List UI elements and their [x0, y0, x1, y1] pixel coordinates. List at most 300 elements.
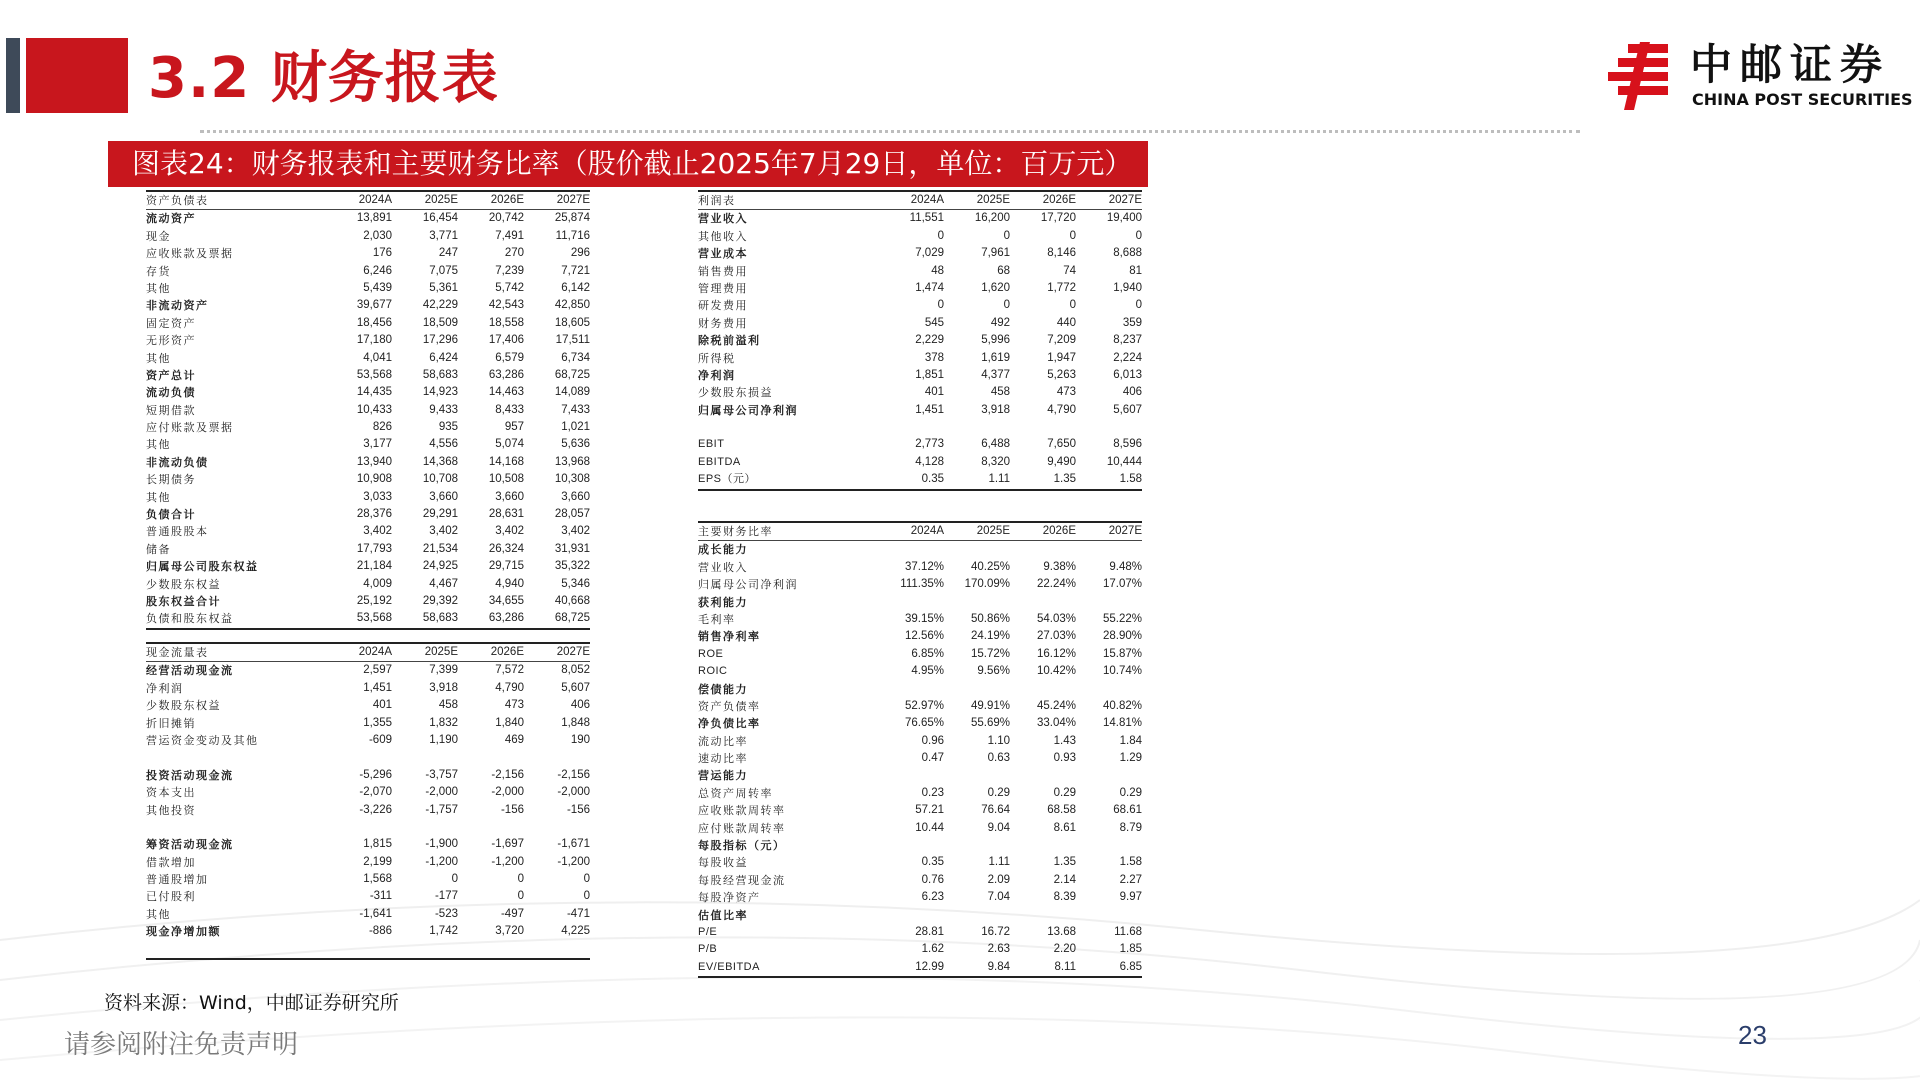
value-cell: 10,444 [1106, 455, 1142, 468]
row-label: 管理费用 [698, 281, 748, 295]
table-row [146, 662, 590, 679]
value-cell: 9.56% [977, 665, 1010, 678]
table-row [698, 628, 1142, 645]
year-header-cell: 2027E [1108, 525, 1142, 537]
table-title-cell: 资产负债表 [146, 194, 209, 207]
value-cell: 0 [583, 873, 590, 886]
row-label: 借款增加 [146, 855, 196, 869]
table-row [698, 698, 1142, 715]
row-label: 研发费用 [698, 299, 748, 313]
value-cell: 40,668 [554, 594, 590, 607]
value-cell: 8,237 [1113, 334, 1142, 347]
value-cell: 7,029 [915, 247, 944, 260]
value-cell: 68.58 [1047, 804, 1076, 817]
row-label: 流动比率 [698, 734, 748, 748]
disclaimer-link[interactable]: 请参阅附注免责声明 [64, 1030, 299, 1060]
value-cell: 8,320 [981, 455, 1010, 468]
value-cell: 7.04 [987, 891, 1010, 904]
value-cell: 1,620 [981, 281, 1010, 294]
table-row [698, 924, 1142, 941]
value-cell: 5,439 [363, 281, 392, 294]
row-label: 短期借款 [146, 403, 196, 417]
value-cell: 17,511 [555, 334, 590, 347]
value-cell: 0 [451, 873, 458, 886]
value-cell: 1,815 [363, 838, 392, 851]
year-header-cell: 2024A [358, 194, 392, 206]
value-cell: 2,229 [915, 334, 944, 347]
value-cell: 17,793 [356, 542, 392, 555]
value-cell: 14,463 [488, 386, 524, 399]
table-row [146, 541, 590, 558]
row-label: 营业收入 [698, 560, 748, 574]
table-row [146, 506, 590, 523]
row-label: 其他 [146, 490, 171, 504]
row-label: 资产总计 [146, 368, 196, 382]
table-row [698, 715, 1142, 732]
value-cell: 1,851 [915, 368, 944, 381]
value-cell: 9.04 [987, 821, 1010, 834]
value-cell: 16.72 [981, 925, 1010, 938]
value-cell: 10,433 [356, 403, 392, 416]
value-cell: 1,742 [429, 925, 458, 938]
value-cell: 9.84 [987, 960, 1010, 973]
value-cell: 0.35 [921, 473, 944, 486]
table-row [698, 646, 1142, 663]
table-row [698, 767, 1142, 784]
row-label: 筹资活动现金流 [146, 838, 234, 852]
value-cell: -609 [368, 733, 392, 746]
value-cell: 25,874 [554, 212, 590, 225]
value-cell: 3,402 [561, 525, 590, 538]
value-cell: 58,683 [422, 368, 458, 381]
value-cell [392, 941, 458, 958]
value-cell: 0 [517, 873, 524, 886]
row-label [146, 819, 326, 836]
value-cell: 2,030 [363, 229, 392, 242]
value-cell: 27.03% [1036, 630, 1076, 643]
value-cell [458, 819, 524, 836]
value-cell: 53,568 [356, 368, 392, 381]
year-header-cell: 2025E [976, 525, 1010, 537]
value-cell [878, 681, 944, 698]
value-cell: -156 [500, 803, 524, 816]
row-label: 其他 [146, 438, 171, 452]
value-cell: 458 [438, 699, 458, 712]
value-cell: 4,790 [495, 681, 524, 694]
value-cell: 1,832 [429, 716, 458, 729]
value-cell: -1,200 [425, 855, 458, 868]
table-row [146, 402, 590, 419]
value-cell: 0 [1003, 299, 1010, 312]
value-cell [392, 819, 458, 836]
row-label: 归属母公司股东权益 [146, 560, 259, 574]
year-header-cell: 2026E [1042, 525, 1076, 537]
row-label: 估值比率 [698, 908, 748, 922]
table-row [146, 680, 590, 697]
value-cell: 0.93 [1053, 752, 1076, 765]
value-cell: 16,200 [974, 212, 1010, 225]
year-header-cell: 2026E [1042, 194, 1076, 206]
value-cell: 16,454 [422, 212, 458, 225]
table-row [146, 297, 590, 314]
value-cell [1076, 907, 1142, 924]
value-cell: 2.20 [1053, 943, 1076, 956]
table-row [146, 697, 590, 714]
value-cell: 20,742 [488, 212, 524, 225]
table-row [146, 941, 590, 960]
value-cell [326, 749, 392, 766]
value-cell: 14,168 [488, 455, 524, 468]
income-statement-table [698, 190, 1142, 491]
year-header-cell: 2024A [358, 646, 392, 658]
value-cell: 458 [990, 386, 1010, 399]
value-cell: 40.82% [1102, 699, 1142, 712]
table-header-row [698, 190, 1142, 210]
value-cell: 34,655 [488, 594, 524, 607]
value-cell: 8.61 [1053, 821, 1076, 834]
row-label: 除税前溢利 [698, 334, 761, 348]
row-label: 所得税 [698, 351, 736, 365]
value-cell: 13,891 [356, 212, 392, 225]
table-row [146, 454, 590, 471]
row-label: 偿债能力 [698, 682, 748, 696]
value-cell [878, 594, 944, 611]
value-cell [1076, 419, 1142, 436]
value-cell: 18,509 [422, 316, 458, 329]
cash-flow-table [146, 642, 590, 960]
row-label: 净负债比率 [698, 717, 761, 731]
value-cell: 6,246 [363, 264, 392, 277]
value-cell: 81 [1129, 264, 1142, 277]
value-cell: 10.42% [1036, 665, 1076, 678]
value-cell: 1,947 [1047, 351, 1076, 364]
value-cell [1010, 419, 1076, 436]
table-row [698, 471, 1142, 490]
value-cell: 0 [1135, 299, 1142, 312]
row-label: 其他 [146, 351, 171, 365]
table-row [698, 332, 1142, 349]
value-cell: 1,474 [915, 281, 944, 294]
table-title-cell: 利润表 [698, 194, 736, 207]
value-cell: 7,650 [1047, 438, 1076, 451]
value-cell: 14.81% [1102, 717, 1142, 730]
value-cell: 935 [438, 421, 458, 434]
value-cell: -177 [434, 890, 458, 903]
value-cell: 68 [997, 264, 1010, 277]
value-cell: 10,308 [554, 473, 590, 486]
value-cell [1076, 541, 1142, 558]
value-cell: 17.07% [1102, 578, 1142, 591]
value-cell: 826 [372, 421, 392, 434]
row-label: 获利能力 [698, 595, 748, 609]
value-cell: 0.47 [921, 752, 944, 765]
value-cell: 1.11 [988, 473, 1010, 486]
value-cell: 74 [1063, 264, 1076, 277]
value-cell: 1.11 [988, 856, 1010, 869]
row-label: 资产负债率 [698, 699, 761, 713]
value-cell: 7,075 [429, 264, 458, 277]
value-cell: 31,931 [554, 542, 590, 555]
table-row [146, 836, 590, 853]
value-cell: 469 [504, 733, 524, 746]
row-label: 负债和股东权益 [146, 612, 234, 626]
value-cell: -2,000 [557, 786, 590, 799]
value-cell: 0 [1003, 229, 1010, 242]
row-label: 流动负债 [146, 386, 196, 400]
table-row [146, 245, 590, 262]
year-header-cell: 2026E [490, 194, 524, 206]
table-row [146, 315, 590, 332]
row-label: 少数股东权益 [146, 699, 221, 713]
value-cell: 7,961 [981, 247, 1010, 260]
row-label: 毛利率 [698, 612, 736, 626]
value-cell [1076, 594, 1142, 611]
value-cell: 1,021 [561, 421, 590, 434]
year-header-cell: 2026E [490, 646, 524, 658]
value-cell: 17,406 [488, 334, 524, 347]
value-cell: 29,291 [422, 508, 458, 521]
table-row [698, 436, 1142, 453]
table-title-cell: 主要财务比率 [698, 525, 773, 538]
value-cell: 55.69% [970, 717, 1010, 730]
value-cell: 7,239 [495, 264, 524, 277]
value-cell: 0.76 [921, 873, 944, 886]
value-cell: 8.39 [1053, 891, 1076, 904]
value-cell [878, 767, 944, 784]
value-cell: 15.87% [1102, 647, 1142, 660]
value-cell: 1.84 [1119, 734, 1142, 747]
value-cell: 6,734 [561, 351, 590, 364]
value-cell [944, 594, 1010, 611]
row-label: 资本支出 [146, 786, 196, 800]
year-header-cell: 2024A [910, 525, 944, 537]
value-cell: -2,000 [425, 786, 458, 799]
table-row [146, 471, 590, 488]
value-cell: 1,190 [429, 733, 458, 746]
value-cell: 1.58 [1119, 473, 1142, 486]
value-cell: 270 [504, 247, 524, 260]
table-row [146, 888, 590, 905]
value-cell: 14,923 [422, 386, 458, 399]
page-title: 3.2 财务报表 [148, 46, 499, 111]
value-cell: 5,263 [1047, 368, 1076, 381]
value-cell: 0 [937, 229, 944, 242]
table-row [146, 263, 590, 280]
value-cell: 4.95% [911, 665, 944, 678]
table-row [146, 384, 590, 401]
table-row [698, 681, 1142, 698]
value-cell: 9,490 [1047, 455, 1076, 468]
value-cell: 7,209 [1047, 334, 1076, 347]
value-cell: 39,677 [356, 299, 392, 312]
table-row [146, 576, 590, 593]
value-cell: 190 [570, 733, 590, 746]
value-cell [1010, 907, 1076, 924]
row-label [698, 419, 878, 436]
table-row [146, 332, 590, 349]
row-label: 储备 [146, 542, 171, 556]
row-label: 净利润 [146, 681, 184, 695]
table-row [698, 350, 1142, 367]
value-cell: 4,009 [363, 577, 392, 590]
value-cell: -1,200 [557, 855, 590, 868]
value-cell: 6.85% [911, 647, 944, 660]
value-cell: 0 [1069, 299, 1076, 312]
value-cell: 45.24% [1036, 699, 1076, 712]
value-cell: 0 [1135, 229, 1142, 242]
row-label: 其他收入 [698, 229, 748, 243]
value-cell: 1,355 [363, 716, 392, 729]
value-cell [524, 941, 590, 958]
value-cell: 7,433 [561, 403, 590, 416]
china-post-logo-icon [1600, 40, 1678, 112]
row-label: 其他 [146, 281, 171, 295]
value-cell: 25,192 [356, 594, 392, 607]
value-cell: 401 [924, 386, 944, 399]
value-cell [458, 941, 524, 958]
table-row [146, 732, 590, 749]
value-cell: 1,848 [561, 716, 590, 729]
value-cell: 5,996 [981, 334, 1010, 347]
table-row [698, 889, 1142, 906]
value-cell [1076, 681, 1142, 698]
value-cell: 5,742 [495, 281, 524, 294]
value-cell: 6.85 [1119, 960, 1142, 973]
table-row [146, 436, 590, 453]
value-cell: 473 [1056, 386, 1076, 399]
row-label: 营业成本 [698, 247, 748, 261]
value-cell: 16.12% [1036, 647, 1076, 660]
value-cell: 4,790 [1047, 403, 1076, 416]
value-cell: 5,074 [495, 438, 524, 451]
row-label: 营运资金变动及其他 [146, 733, 259, 747]
table-row [698, 559, 1142, 576]
value-cell: 9.38% [1043, 560, 1076, 573]
value-cell: 48 [931, 264, 944, 277]
value-cell [878, 541, 944, 558]
value-cell [944, 541, 1010, 558]
value-cell: 1.29 [1119, 752, 1142, 765]
value-cell: 0 [583, 890, 590, 903]
value-cell: 35,322 [554, 560, 590, 573]
value-cell: 247 [438, 247, 458, 260]
row-label: 营运能力 [698, 769, 748, 783]
table-row [146, 210, 590, 227]
value-cell: 957 [504, 421, 524, 434]
table-row [698, 854, 1142, 871]
table-row [698, 663, 1142, 680]
value-cell: 2,224 [1113, 351, 1142, 364]
table-row [698, 820, 1142, 837]
value-cell: 0 [517, 890, 524, 903]
value-cell: 6,488 [981, 438, 1010, 451]
value-cell: 8,052 [561, 664, 590, 677]
value-cell: 5,361 [429, 281, 458, 294]
value-cell: 50.86% [970, 612, 1010, 625]
value-cell: 3,660 [561, 490, 590, 503]
row-label: 普通股股本 [146, 525, 209, 539]
value-cell: -886 [368, 925, 392, 938]
table-row [146, 802, 590, 819]
row-label: 长期债务 [146, 473, 196, 487]
table-row [146, 419, 590, 436]
year-header-cell: 2025E [424, 646, 458, 658]
value-cell: 24,925 [422, 560, 458, 573]
value-cell: 57.21 [915, 804, 944, 817]
value-cell: 111.35% [900, 578, 944, 591]
row-label: ROIC [698, 665, 728, 678]
value-cell: 7,491 [495, 229, 524, 242]
row-label: P/E [698, 925, 718, 938]
value-cell: 170.09% [964, 578, 1010, 591]
row-label: EV/EBITDA [698, 960, 760, 973]
value-cell: 3,402 [495, 525, 524, 538]
table-row [698, 280, 1142, 297]
header-accent-bar-red [26, 38, 128, 113]
value-cell: 28,376 [356, 508, 392, 521]
value-cell: 1,619 [981, 351, 1010, 364]
value-cell: 5,607 [1113, 403, 1142, 416]
table-row [698, 297, 1142, 314]
value-cell: 52.97% [904, 699, 944, 712]
value-cell: 1.62 [921, 943, 944, 956]
value-cell: 7,572 [495, 664, 524, 677]
value-cell: 4,377 [981, 368, 1010, 381]
value-cell: 42,543 [488, 299, 524, 312]
table-row [146, 767, 590, 784]
table-row [698, 837, 1142, 854]
table-row [698, 576, 1142, 593]
value-cell: 53,568 [356, 612, 392, 625]
value-cell: 8,433 [495, 403, 524, 416]
table-row [698, 802, 1142, 819]
row-label: 归属母公司净利润 [698, 578, 798, 592]
value-cell: 3,720 [495, 925, 524, 938]
value-cell: 545 [924, 316, 944, 329]
value-cell: 10,908 [356, 473, 392, 486]
value-cell: 0.29 [1053, 786, 1076, 799]
row-label: 已付股利 [146, 890, 196, 904]
value-cell: 28.81 [915, 925, 944, 938]
value-cell: -523 [434, 907, 458, 920]
value-cell: 492 [990, 316, 1010, 329]
value-cell: 5,607 [561, 681, 590, 694]
value-cell: 6,579 [495, 351, 524, 364]
value-cell: -471 [566, 907, 590, 920]
row-label: 少数股东损益 [698, 386, 773, 400]
value-cell: 2,199 [363, 855, 392, 868]
table-row [146, 489, 590, 506]
value-cell: 378 [924, 351, 944, 364]
value-cell: 42,229 [422, 299, 458, 312]
table-header-row [146, 190, 590, 210]
value-cell: 22.24% [1036, 578, 1076, 591]
value-cell: 2.14 [1053, 873, 1076, 886]
value-cell: 2,597 [363, 664, 392, 677]
value-cell: 7,399 [429, 664, 458, 677]
table-row [698, 959, 1142, 978]
value-cell: 1.58 [1119, 856, 1142, 869]
value-cell: 8,596 [1113, 438, 1142, 451]
value-cell: 10,708 [422, 473, 458, 486]
value-cell [944, 419, 1010, 436]
value-cell: 68,725 [554, 368, 590, 381]
value-cell: 28.90% [1102, 630, 1142, 643]
value-cell: 3,402 [363, 525, 392, 538]
value-cell: -1,900 [425, 838, 458, 851]
row-label: 非流动资产 [146, 299, 209, 313]
value-cell: 33.04% [1036, 717, 1076, 730]
